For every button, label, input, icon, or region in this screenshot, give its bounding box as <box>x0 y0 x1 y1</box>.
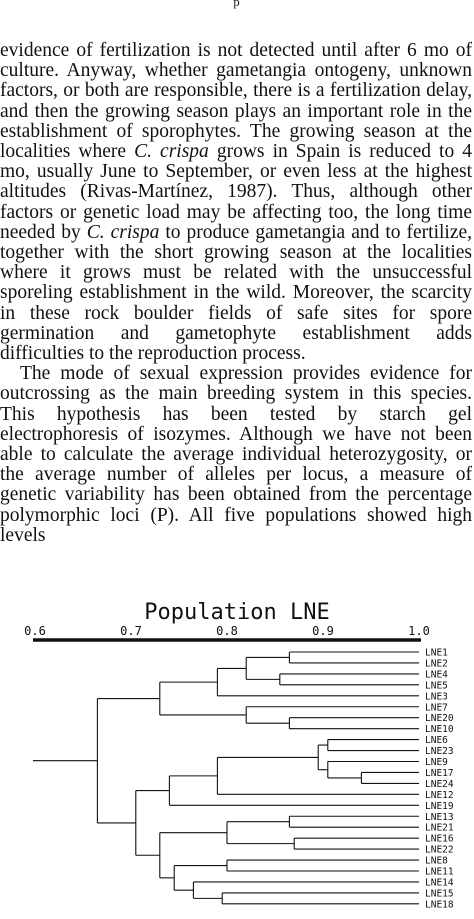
leaf-label: LNE12 <box>425 789 454 801</box>
leaf-label: LNE18 <box>425 899 454 911</box>
leaf-label: LNE4 <box>425 669 448 681</box>
running-head: p <box>233 0 241 9</box>
paragraph-1-part-c: to produce gametangia and to fertilize, together with the short growing season at the localities where it grows must be related with the unsuccessful sporeling establishment in the wild. Moreover, the scarcity in these rock boulder fields of safe sites for spore germination and gametophyte establishment adds difficulties to the reproduction process. <box>0 221 473 365</box>
axis-tick-label: 0.8 <box>216 624 238 638</box>
figure-title: Population LNE <box>144 600 330 625</box>
leaf-label: LNE16 <box>425 833 454 845</box>
paragraph-1 <box>0 41 472 364</box>
leaf-label: LNE8 <box>425 855 448 867</box>
axis-tick-label: 0.7 <box>120 624 142 638</box>
species-name: C. crispa <box>86 221 160 243</box>
leaf-label: LNE2 <box>425 658 448 670</box>
leaf-label: LNE3 <box>425 691 448 703</box>
leaf-label: LNE11 <box>425 866 454 878</box>
leaf-label: LNE5 <box>425 680 448 692</box>
leaf-label: LNE23 <box>425 746 454 758</box>
leaf-label: LNE6 <box>425 735 448 747</box>
species-name: C. crispa <box>134 141 209 163</box>
leaf-label: LNE19 <box>425 800 454 812</box>
leaf-label: LNE14 <box>425 877 454 889</box>
leaf-label: LNE1 <box>425 647 448 659</box>
axis-tick-label: 1.0 <box>408 624 430 638</box>
leaf-label: LNE15 <box>425 888 454 900</box>
paragraph-1-part-b: grows in Spain is reduced to 4 mo, usually June to September, or even less at the highest altitudes (Rivas-Martínez, 1987). Thus, although other factors or genetic load may be affecting too, the long time needed by <box>0 141 473 243</box>
leaf-label: LNE24 <box>425 778 454 790</box>
paragraph-2: The mode of sexual expression provides evidence for outcrossing as the main breeding system in this species. This hypothesis has been tested by starch gel electrophoresis of isozymes. Although we have not been able to calculate the average individual heterozygosity, or the average number of alleles per locus, a measure of genetic variability has been obtained from the percentage polymorphic loci (P). All five populations showed high levels <box>0 363 472 546</box>
leaf-label: LNE13 <box>425 811 454 823</box>
paragraph-1-part-a: evidence of fertilization is not detected until after 6 mo of culture. Anyway, whether gametangia ontogeny, unknown factors, or both are responsible, there is a fertilization delay, and then the growing season plays an important role in the establishment of sporophytes. The growing season at the localities where <box>0 40 472 163</box>
dendrogram-figure <box>0 600 474 919</box>
axis-tick-label: 0.6 <box>24 624 46 638</box>
leaf-label: LNE21 <box>425 822 454 834</box>
leaf-label: LNE10 <box>425 724 454 736</box>
leaf-label: LNE17 <box>425 767 454 779</box>
leaf-label: LNE9 <box>425 757 448 768</box>
leaf-label: LNE7 <box>425 702 448 714</box>
leaf-label: LNE22 <box>425 844 454 856</box>
axis-tick-label: 0.9 <box>312 624 334 638</box>
dendrogram-svg <box>0 600 474 919</box>
leaf-label: LNE20 <box>425 713 454 725</box>
body-text <box>0 41 472 546</box>
